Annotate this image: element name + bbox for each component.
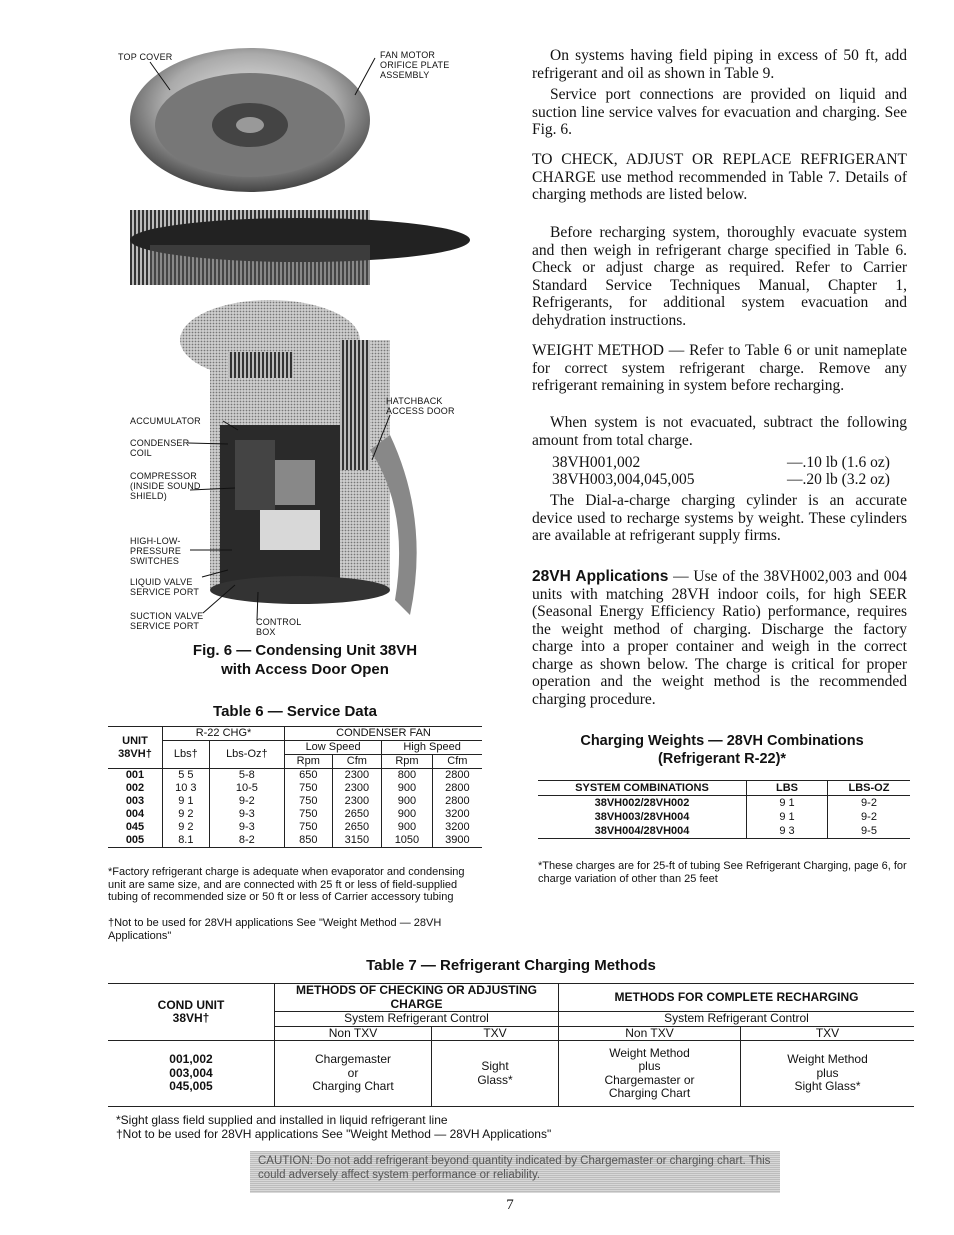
table-row [108,821,482,834]
callout-condenser-coil: CONDENSER COIL [130,438,190,458]
table-cell: 3200 [432,821,482,834]
table-cell: 2800 [432,782,482,795]
low-speed-header: Low Speed [285,741,382,755]
table-cell: 9-5 [828,824,911,839]
charging-methods-table [108,983,914,1107]
table-cell: 2300 [332,769,382,783]
table-cell: 9-2 [828,810,911,824]
callout-control-box: CONTROL BOX [256,617,302,637]
table-cell: 750 [285,795,332,808]
callout-compressor: COMPRESSOR (INSIDE SOUND SHIELD) [130,471,201,501]
charging-weights-footnote: *These charges are for 25-ft of tubing See Refrigerant Charging, page 6, for charge variation of other than 25 feet [538,860,907,885]
table-cell: 9-2 [209,795,284,808]
charging-weights-table [538,780,910,839]
table7-title: Table 7 — Refrigerant Charging Methods [366,957,656,974]
table-cell: 8.1 [163,834,210,848]
table-cell: 2300 [332,795,382,808]
paragraph-weight-method: WEIGHT METHOD — Refer to Table 6 or unit nameplate for correct system refrigerant charge. Remove any refrigerant remaining in system before recharging. [532,342,907,394]
lbs-header: Lbs† [163,741,210,769]
figure-caption-line1: Fig. 6 — Condensing Unit 38VH [192,642,418,659]
table-cell: 9 2 [163,808,210,821]
table-cell: 3900 [432,834,482,848]
table6-footnote-2: †Not to be used for 28VH applications See "Weight Method — 28VH Applications" [108,917,442,942]
table-cell: 045 [125,821,145,833]
table-cell: 9-2 [828,796,911,811]
table-cell: 3200 [432,808,482,821]
r22-header: R-22 CHG* [163,727,285,741]
paragraph-not-evacuated: When system is not evacuated, subtract the following amount from total charge. [532,414,907,449]
table-cell: 002 [125,782,145,794]
table-cell: 9-3 [209,808,284,821]
subtract-row-2 [552,471,907,489]
page-number: 7 [506,1197,514,1213]
table-cell: 750 [285,821,332,834]
callout-top-cover: TOP COVER [118,52,173,62]
table-cell: 2800 [432,769,482,783]
table-row [108,782,482,795]
table-cell: 2650 [332,808,382,821]
complete-nontxv-cell: Weight Method plus Chargemaster or Charging Chart [559,1041,741,1107]
subtract-model-1: 38VH001,002 [552,454,641,471]
table-row [538,824,910,839]
table-cell: 10 3 [163,782,210,795]
callout-switches: HIGH-LOW- PRESSURE SWITCHES [130,536,182,566]
complete-txv-cell: Weight Method plus Sight Glass* [741,1041,915,1107]
table-cell: 850 [285,834,332,848]
callout-fan-motor: FAN MOTOR ORIFICE PLATE ASSEMBLY [380,50,450,80]
table-cell: 38VH003/28VH004 [594,811,690,823]
table-row [108,795,482,808]
paragraph-28vh-applications [532,568,907,708]
check-nontxv-cell: Chargemaster or Charging Chart [275,1041,432,1107]
table-cell: 9 2 [163,821,210,834]
callout-hatchback: HATCHBACK ACCESS DOOR [386,396,455,416]
table-cell: 9 1 [747,796,828,811]
high-speed-header: High Speed [382,741,482,755]
table-cell: 2300 [332,782,382,795]
table-cell: 9 1 [747,810,828,824]
table-cell: 900 [382,808,433,821]
table-cell: 10-5 [209,782,284,795]
table-cell: 005 [108,834,163,848]
paragraph-service-ports: Service port connections are provided on liquid and suction line service valves for evacuation and charging. See Fig. 6. [532,86,907,138]
table-cell: 2650 [332,821,382,834]
table-cell: 900 [382,795,433,808]
table-cell: 3150 [332,834,382,848]
paragraph-piping: On systems having field piping in excess of 50 ft, add refrigerant and oil as shown in Table 9. [532,47,907,82]
table-cell: 001 [125,769,145,781]
table-cell: 900 [382,782,433,795]
unit-header: UNIT 38VH† [108,727,163,769]
table-cell: 5-8 [209,769,284,783]
unit-models-cell: 001,002 003,004 045,005 [169,1052,213,1094]
table-cell: 38VH004/28VH004 [594,825,690,837]
cfm-header: Cfm [432,755,482,769]
txv-header: TXV [741,1026,915,1041]
check-txv-cell: Sight Glass* [432,1041,559,1107]
figure-caption-line2: with Access Door Open [221,661,389,678]
table-cell: 5 5 [163,769,210,783]
cw-header-combinations: SYSTEM COMBINATIONS [575,782,709,794]
table-cell: 1050 [382,834,433,848]
table-cell: 750 [285,808,332,821]
subtract-value-2: —.20 lb (3.2 oz) [787,471,890,488]
table-cell: 003 [125,795,145,807]
non-txv-header: Non TXV [275,1026,432,1041]
table-cell: 9 1 [163,795,210,808]
table6-title: Table 6 — Service Data [213,703,377,720]
lbsoz-header: Lbs-Oz† [209,741,284,769]
28vh-body: — Use of the 38VH002,003 and 004 units with matching 28VH indoor coils, for high SEER (Seasonal Energy Efficiency Ratio) performance, requires the weight method of charging. Discharge the factory charge into a proper container and weigh in the correct charge as shown below. The charge is critical for proper operation and the weight method is the recommended charging procedure. [532,568,907,708]
condensing-unit-figure [110,40,480,640]
table7-footnote-2: †Not to be used for 28VH applications See "Weight Method — 28VH Applications" [116,1127,552,1141]
table-cell: 9-3 [209,821,284,834]
cw-header-lbs: LBS [747,781,828,796]
table-cell: 800 [382,769,433,783]
rpm-header: Rpm [382,755,433,769]
complete-methods-header: METHODS FOR COMPLETE RECHARGING [559,984,915,1012]
subtract-value-1: —.10 lb (1.6 oz) [787,454,890,471]
paragraph-dial-a-charge: The Dial-a-charge charging cylinder is an accurate device used to recharge systems by weight. These cylinders are available at refrigerant supply firms. [532,492,907,544]
non-txv-header: Non TXV [559,1026,741,1041]
cw-header-lbsoz: LBS-OZ [828,781,911,796]
cond-unit-header: COND UNIT 38VH† [108,984,275,1041]
paragraph-recharging: Before recharging system, thoroughly evacuate system and then weigh in refrigerant charge specified in Table 6. Check or adjust charge as required. Refer to Carrier Standard Service Techniques Manual, Chapter 1, Refrigerants, for additional system evacuation and dehydration instructions. [532,224,907,329]
table-cell: 004 [125,808,145,820]
callout-liquid-valve: LIQUID VALVE SERVICE PORT [130,577,200,597]
table-cell: 9 3 [747,824,828,839]
table-row [108,769,482,783]
table-cell: 2800 [432,795,482,808]
system-control-header: System Refrigerant Control [559,1012,915,1027]
table-row [538,810,910,824]
table-row [538,796,910,811]
table6-footnote-1: *Factory refrigerant charge is adequate when evaporator and condensing unit are same size, and are connected with 25 ft or less of field-supplied tubing of recommended size or 50 ft or less of Carrier accessory tubing [108,866,465,903]
table-cell: 8-2 [209,834,284,848]
table-cell: 650 [285,769,332,783]
table7-footnote-1: *Sight glass field supplied and installed in liquid refrigerant line [116,1113,448,1127]
table-cell: 750 [285,782,332,795]
service-data-table [108,726,482,848]
caution-box: CAUTION: Do not add refrigerant beyond quantity indicated by Chargemaster or charging chart. This could adversely affect system performance or reliability. [250,1151,780,1193]
system-control-header: System Refrigerant Control [275,1012,559,1027]
condenser-fan-header: CONDENSER FAN [285,727,482,741]
callout-accumulator: ACCUMULATOR [130,416,201,426]
txv-header: TXV [432,1026,559,1041]
table-row [108,834,482,848]
charging-weights-title-line1: Charging Weights — 28VH Combinations [580,733,864,749]
subtract-row-1 [552,454,907,472]
callout-suction-valve: SUCTION VALVE SERVICE PORT [130,611,204,631]
28vh-heading: 28VH Applications [532,568,669,585]
cfm-header: Cfm [332,755,382,769]
rpm-header: Rpm [285,755,332,769]
table-cell: 900 [382,821,433,834]
charging-weights-title-line2: (Refrigerant R-22)* [657,751,787,767]
table-row [108,808,482,821]
checking-methods-header: METHODS OF CHECKING OR ADJUSTING CHARGE [275,984,559,1012]
subtract-model-2: 38VH003,004,045,005 [552,471,695,488]
table-cell: 38VH002/28VH002 [594,797,690,809]
paragraph-check-adjust: TO CHECK, ADJUST OR REPLACE REFRIGERANT CHARGE use method recommended in Table 7. Details of charging methods are listed below. [532,151,907,203]
figure-caption [120,641,490,679]
charging-weights-title [532,732,912,768]
